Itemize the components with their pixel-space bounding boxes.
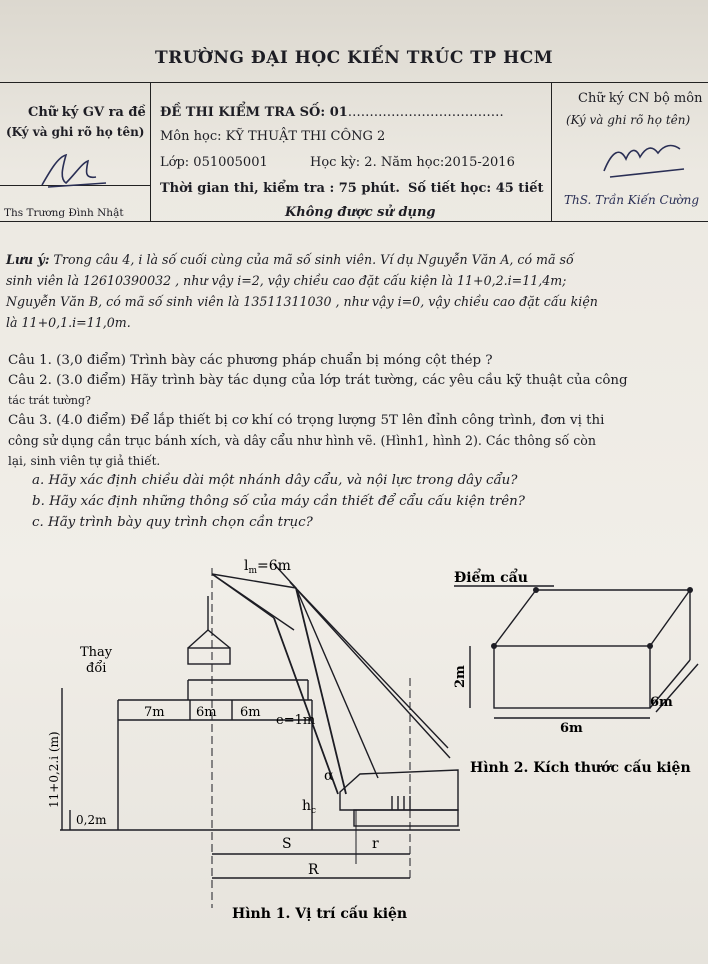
component-front-face <box>494 646 650 708</box>
fig1-hc-label <box>302 798 316 816</box>
questions <box>8 351 704 471</box>
fig1-hc-sub: c <box>311 806 317 816</box>
head-sign-subtitle: (Ký và ghi rõ họ tên) <box>566 113 691 127</box>
figure-2-component-diagram <box>440 560 708 790</box>
fig1-lm-val: =6m <box>257 558 291 574</box>
fig1-height-label: 11+0,2.i (m) <box>47 731 61 808</box>
fig1-change-label-2: đổi <box>86 661 107 676</box>
note-line-1 <box>6 249 706 270</box>
note-line-1-text: Trong câu 4, i là số cuối cùng của mã số sinh viên. Ví dụ Nguyễn Văn A, có mã số <box>53 252 574 267</box>
header-table <box>0 82 708 222</box>
fig1-R-label: R <box>308 862 319 878</box>
fig2-width-label: 6m <box>560 721 583 736</box>
figure-1-crane-diagram <box>0 548 460 948</box>
head-signature-mark <box>600 141 690 185</box>
fig1-dim-7m: 7m <box>144 705 165 720</box>
question-1: Câu 1. (3,0 điểm) Trình bày các phương pháp chuẩn bị móng cột thép ? <box>8 353 493 368</box>
lecturer-sign-subtitle: (Ký và ghi rõ họ tên) <box>6 125 145 139</box>
fig1-dim-6m-b: 6m <box>240 705 261 720</box>
fig1-lm-l: l <box>244 558 249 574</box>
no-materials-note: Không được sử dụng <box>285 205 436 220</box>
jib-top <box>212 574 296 588</box>
note-line-4: là 11+0,1.i=11,0m. <box>6 315 131 330</box>
question-3-line-2: công sử dụng cần trục bánh xích, và dây cẩu như hình vẽ. (Hình1, hình 2). Các thông số còn <box>8 433 596 448</box>
lift-point-3 <box>533 587 539 593</box>
fig1-change-label-1: Thay <box>80 645 113 660</box>
fig1-caption: Hình 1. Vị trí cấu kiện <box>232 906 408 922</box>
fig1-S-label: S <box>282 836 292 852</box>
lift-point-1 <box>491 643 497 649</box>
crawler-track <box>354 810 458 826</box>
fig1-base-label: 0,2m <box>76 813 107 827</box>
note-label: Lưu ý: <box>6 252 50 267</box>
sling-left <box>188 630 208 648</box>
semester-line: Học kỳ: 2. Năm học:2015-2016 <box>310 155 515 170</box>
fig2-height-label: 2m <box>453 665 468 688</box>
head-name: ThS. Trần Kiến Cường <box>564 193 700 207</box>
class-line: Lớp: 051005001 <box>160 155 268 170</box>
boom-front <box>296 588 346 794</box>
fig2-caption: Hình 2. Kích thước cấu kiện <box>470 760 691 776</box>
header-divider-right <box>551 83 552 221</box>
fig1-hc-h: h <box>302 798 312 814</box>
subject-line: Môn học: KỸ THUẬT THI CÔNG 2 <box>160 129 386 144</box>
head-sign-title: Chữ ký CN bộ môn <box>578 91 703 106</box>
periods-line: Số tiết học: 45 tiết <box>408 181 544 196</box>
lift-point-4 <box>687 587 693 593</box>
fig1-lm-label <box>244 558 291 576</box>
note-line-3: Nguyễn Văn B, có mã số sinh viên là 13511311030 , như vậy i=0, vậy chiều cao đặt cấu kiện <box>6 294 598 309</box>
lift-point-2 <box>647 643 653 649</box>
header-divider-left <box>150 83 151 221</box>
hanging-load <box>188 648 230 664</box>
university-title: TRƯỜNG ĐẠI HỌC KIẾN TRÚC TP HCM <box>154 48 554 68</box>
question-2-line-1: Câu 2. (3.0 điểm) Hãy trình bày tác dụng của lớp trát tường, các yêu cầu kỹ thuật của công <box>8 373 628 388</box>
sling-right <box>208 630 230 648</box>
fig1-dim-6m-a: 6m <box>196 705 217 720</box>
component-edge-tr <box>650 590 690 646</box>
fig1-r-label: r <box>372 836 379 852</box>
lecturer-name: Ths Trương Đình Nhật <box>4 207 124 219</box>
lecturer-signature <box>36 149 116 200</box>
jib-brace-2 <box>212 574 294 630</box>
note-line-2: sinh viên là 12610390032 , như vậy i=2, vậy chiều cao đặt cấu kiện là 11+0,2.i=11,4m; <box>6 273 567 288</box>
question-3-line-3: lại, sinh viên tự giả thiết. <box>8 454 161 468</box>
question-3-line-1: Câu 3. (4.0 điểm) Để lắp thiết bị cơ khí có trọng lượng 5T lên đỉnh công trình, đơn vị thi <box>8 413 605 428</box>
time-line: Thời gian thi, kiểm tra : 75 phút. <box>160 181 400 196</box>
fig2-title: Điểm cẩu <box>454 570 528 586</box>
note-paragraph <box>6 249 706 333</box>
fig1-e-label: e=1m <box>276 713 316 728</box>
question-3a: a. Hãy xác định chiều dài một nhánh dây cẩu, và nội lực trong dây cẩu? <box>32 473 518 488</box>
lecturer-sign-title: Chữ ký GV ra đề <box>28 105 146 120</box>
head-signature <box>600 141 690 189</box>
fig2-depth-label: 6m <box>650 695 673 710</box>
component-edge-tl <box>494 590 536 646</box>
lecturer-signature-mark <box>36 149 116 193</box>
question-3b: b. Hãy xác định những thông số của máy cần thiết để cẩu cấu kiện trên? <box>32 494 525 509</box>
exam-number: ĐỀ THI KIỂM TRA SỐ: 01……………………………… <box>160 105 504 120</box>
question-3c: c. Hãy trình bày quy trình chọn cần trục? <box>32 515 313 530</box>
fig1-alpha-label: α <box>324 768 334 784</box>
question-2-line-2: tác trát tường? <box>8 394 91 407</box>
exam-title-text: ĐỀ THI KIỂM TRA SỐ: 01 <box>160 105 348 120</box>
fig1-lm-sub: m <box>248 566 258 576</box>
boom-cable-3 <box>290 582 450 758</box>
